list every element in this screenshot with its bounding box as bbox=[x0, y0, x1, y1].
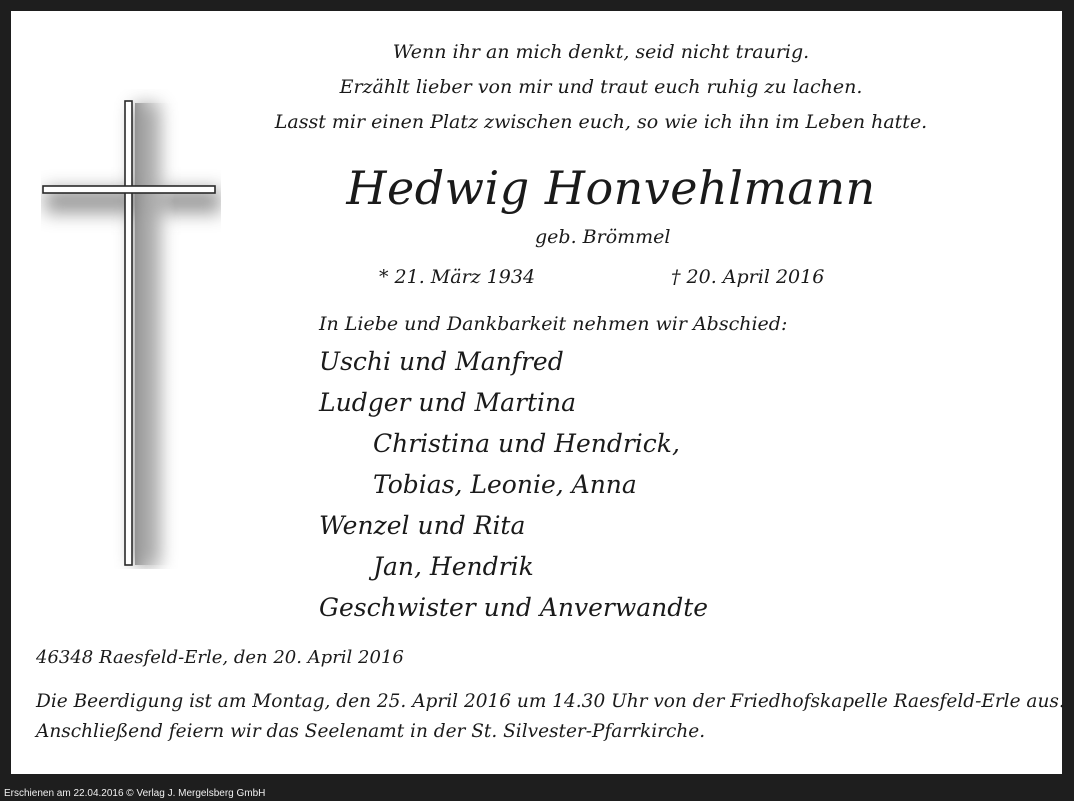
place-and-date: 46348 Raesfeld-Erle, den 20. April 2016 bbox=[36, 647, 404, 668]
mourner-entry: Geschwister und Anverwandte bbox=[319, 593, 709, 622]
mourner-entry: Christina und Hendrick, bbox=[373, 429, 680, 458]
poem-line: Lasst mir einen Platz zwischen euch, so wie ich ihn im Leben hatte. bbox=[274, 111, 928, 133]
cross-icon bbox=[41, 89, 221, 569]
funeral-line: Die Beerdigung ist am Montag, den 25. April 2016 um 14.30 Uhr von der Friedhofskapelle Raesfeld-Erle aus. bbox=[36, 691, 1065, 712]
maiden-name: geb. Brömmel bbox=[535, 226, 671, 248]
birth-date: * 21. März 1934 bbox=[379, 266, 536, 288]
mourner-entry: Wenzel und Rita bbox=[319, 511, 526, 540]
notice-frame bbox=[11, 11, 1065, 774]
obituary-notice bbox=[11, 11, 1065, 774]
poem-line: Wenn ihr an mich denkt, seid nicht traurig. bbox=[392, 41, 810, 63]
poem-line: Erzählt lieber von mir und traut euch ruhig zu lachen. bbox=[339, 76, 863, 98]
mourner-entry: Uschi und Manfred bbox=[319, 347, 564, 376]
death-date: † 20. April 2016 bbox=[671, 266, 825, 288]
poem bbox=[251, 35, 951, 140]
mourner-entry: Jan, Hendrik bbox=[373, 552, 534, 581]
mourner-entry: Ludger und Martina bbox=[319, 388, 577, 417]
deceased-name: Hedwig Honvehlmann bbox=[346, 161, 876, 215]
publication-credit: Erschienen am 22.04.2016 © Verlag J. Mergelsberg GmbH bbox=[4, 788, 266, 799]
mourner-entry: Tobias, Leonie, Anna bbox=[373, 470, 637, 499]
publication-footer bbox=[0, 774, 1074, 801]
farewell-intro: In Liebe und Dankbarkeit nehmen wir Abschied: bbox=[319, 313, 788, 335]
funeral-line: Anschließend feiern wir das Seelenamt in der St. Silvester-Pfarrkirche. bbox=[36, 721, 706, 742]
mourners-list bbox=[319, 341, 708, 628]
funeral-details bbox=[36, 687, 1065, 747]
